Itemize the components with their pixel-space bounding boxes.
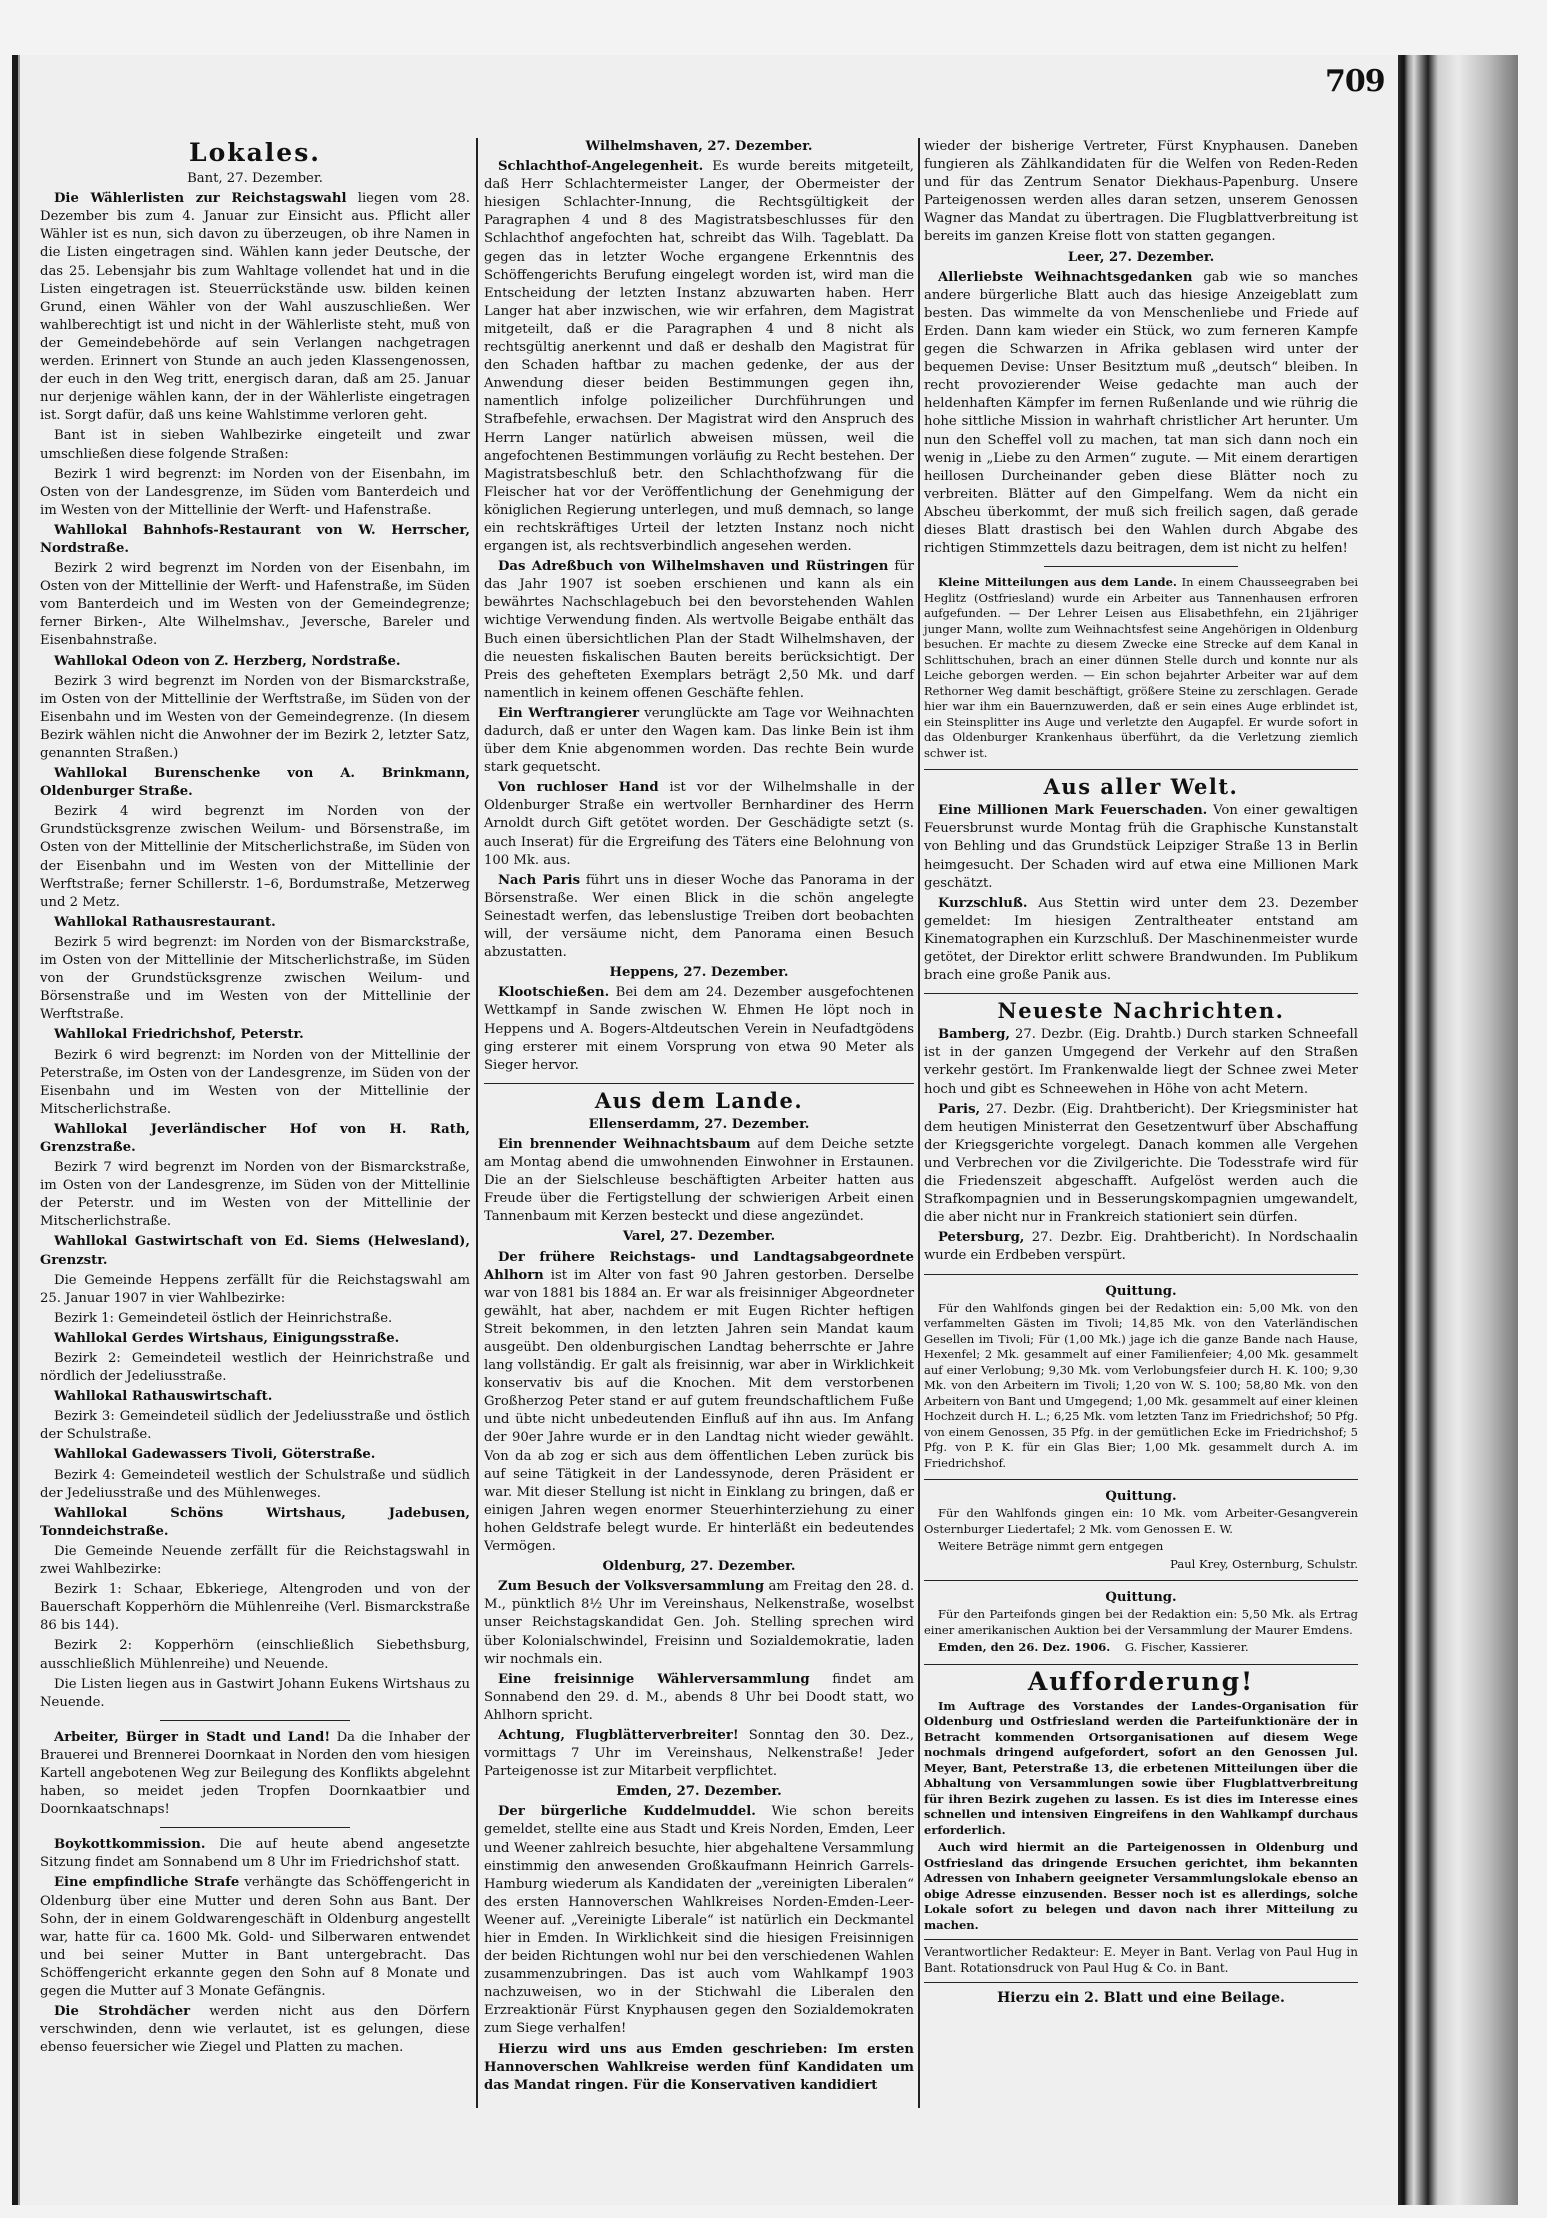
article-stroh: Die Strohdächer werden nicht aus den Dörfern verschwinden, denn wie verlautet, ist es gelungen, diese ebenso feuersicher wie Ziegel und Platten zu machen.: [40, 2004, 470, 2056]
dateline: Emden, 27. Dezember.: [616, 1784, 782, 1800]
article-continuation: wieder der bisherige Vertreter, Fürst Knyphausen. Daneben fungieren als Zählkandidaten für die Welfen von Reden-Reden und für das Zentrum Senator Diekhaus-Papenburg. Unsere Parteigenossen werden alles daran setzen, unserem Genossen Wagner das Mandat zu übertragen. Die Flugblattverbreitung ist bereits im ganzen Kreise flott von statten gegangen.: [924, 139, 1358, 245]
divider: [924, 769, 1358, 770]
lokales-paragraph: Bezirk 4: Gemeindeteil westlich der Schulstraße und südlich der Jedeliusstraße und des Mühlenweges.: [40, 1467, 470, 1501]
article-arbeiter: Arbeiter, Bürger in Stadt und Land! Da die Inhaber der Brauerei und Brennerei Doornkaat in Norden den vom hiesigen Kartell angebotenen Weg zur Beilegung des Konflikts abgelehnt haben, so meidet jeden Tropfen Doornkaatbier und Doornkaatschnaps!: [40, 1729, 470, 1818]
lokales-paragraph: Wahllokal Jeverländischer Hof von H. Rath, Grenzstraße.: [40, 1121, 470, 1155]
lokales-paragraph: Wahllokal Rathauswirtschaft.: [54, 1389, 273, 1405]
dateline: Leer, 27. Dezember.: [1067, 249, 1215, 265]
article-kleine-mitteilungen: Kleine Mitteilungen aus dem Lande. In einem Chausseegraben bei Heglitz (Ostfriesland) wurde ein Arbeiter aus Tannenhausen erfroren aufgefunden. — Der Lehrer Leisen aus Elisabethfehn, ein 21jähriger junger Mann, wollte zum Weihnachtsfest seine Angehörigen in Oldenburg besuchen. Er machte zu diesem Zwecke eine Strecke auf dem Kanal in Schlittschuhen, brach an einer dünnen Stelle durch und konnte nur als Leiche geborgen werden. — Ein schon bejahrter Arbeiter war auf dem Rethorner Weg damit beschäftigt, größere Steine zu zerschlagen. Gerade hier war ihm ein Bauernzuwerden, daß er sein eines Auge erblindet ist, ein Steinsplitter ins Auge und verletzte den Augapfel. Er wurde sofort in das Oldenburger Krankenhaus überführt, da die Verletzung ziemlich schwer ist.: [924, 575, 1359, 760]
quittung-1: Für den Wahlfonds gingen bei der Redaktion ein: 5,00 Mk. von den verfammelten Gästen im Tivoli; 14,85 Mk. von den Vaterländischen Gesellen im Tivoli; Für (1,00 Mk.) jage ich die ganze Bande nach Hause, Hexenfel; 2 Mk. gesammelt auf einer Familienfeier; 4,00 Mk. gesammelt auf einer Verlobung; 9,30 Mk. vom Verlobungsfeier durch H. K. 100; 9,30 Mk. von den Arbeitern im Tivoli; 1,20 von W. S. 100; 58,80 Mk. von den Arbeitern von Bant und Umgegend; 1,00 Mk. gesammelt auf einer kleinen Hochzeit durch H. L.; 6,25 Mk. vom letzten Tanz im Friedrichshof; 50 Pfg. von einem Genossen, 35 Pfg. in der gemütlichen Ecke im Friedrichshof; 5 Pfg. von P. K. für ein Glas Bier; 1,00 Mk. gesammelt durch A. im Friedrichshof.: [924, 1300, 1358, 1470]
lokales-paragraph: Die Gemeinde Neuende zerfällt für die Reichstagswahl in zwei Wahlbezirke:: [40, 1543, 470, 1578]
lokales-paragraph: Wahllokal Rathausrestaurant.: [54, 914, 276, 930]
article-weihnachtsgedanken: Allerliebste Weihnachtsgedanken gab wie so manches andere bürgerliche Blatt auch das hiesige Anzeigeblatt zum besten. Das wimmelte da von Menschenliebe und Friede auf Erden. Dann kam wieder ein Stück, wo zum ferneren Kampfe gegen die Schwarzen in Afrika geblasen wird unter der bequemen Devise: Unser Besitztum muß „deutsch“ bleiben. In recht provozierender Weise gedachte man auch der heldenhaften Kämpfer im fernen Rußenlande und wie rührig die hohe sittliche Mission in wahrhaft christlicher Art herunter. Um nun den Scheffel voll zu machen, tat man sich dann noch ein wenig in „Liebe zu den Armen“ zugute. — Mit einem derartigen heillosen Durcheinander geben diese Blätter noch zu verbreiten. Blätter auf den Gimpelfang. Wem da nicht ein Abscheu überkommt, der muß sich freilich sagen, daß gerade dieses Blatt drastisch bei den Wahlen durch Abgabe des richtigen Stimmzettels dazu beitragen, dem ist nicht zu helfen!: [924, 269, 1359, 557]
divider: [1044, 566, 1238, 567]
quittung-title: Quittung.: [1105, 1283, 1177, 1299]
section-heading-lokales: Lokales.: [189, 138, 321, 167]
divider: [484, 1083, 914, 1084]
lokales-article: [40, 190, 470, 1712]
article-boykott: Boykottkommission. Die auf heute abend angesetzte Sitzung findet am Sonnabend um 8 Uhr im Friedrichshof statt.: [40, 1837, 470, 1871]
article-petersburg: Petersburg, 27. Dezbr. Eig. Drahtbericht). In Nordschaalin wurde ein Erdbeben verspürt.: [924, 1230, 1358, 1264]
lokales-paragraph: Wahllokal Gerdes Wirtshaus, Einigungsstraße.: [54, 1330, 400, 1346]
divider: [160, 1827, 350, 1828]
lokales-paragraph: Bezirk 4 wird begrenzt im Norden von der Grundstücksgrenze zwischen Weilum- und Börsenstraße, im Osten von der Mittellinie der Mitscherlichstraße, im Süden von der Eisenbahn und im Westen von der Mittellinie der Werftstraße; ferner Schillerstr. 1–6, Bordumstraße, Metzerweg und 2 Metz.: [40, 804, 470, 910]
lokales-paragraph: Wahllokal Odeon von Z. Herzberg, Nordstraße.: [54, 653, 401, 669]
lokales-paragraph: Bezirk 2 wird begrenzt im Norden von der Eisenbahn, im Osten von der Mittellinie der Werft- und Hafenstraße, im Süden vom Banterdeich und im Westen von der Gemeindegrenze; ferner Birken-, Alte Wilhelmshav., Jeversche, Bareler und Eisenbahnstraße.: [40, 561, 470, 649]
section-heading-aus-aller-welt: Aus aller Welt.: [1043, 774, 1239, 800]
divider: [924, 1274, 1358, 1275]
lokales-paragraph: Bezirk 1: Schaar, Ebkeriege, Altengroden und von der Bauerschaft Kopperhörn die Mühlenreihe (Verl. Bismarckstraße 86 bis 144).: [40, 1582, 470, 1634]
article-paris-panorama: Nach Paris führt uns in dieser Woche das Panorama in der Börsenstraße. Wer einen Blick in die schön angelegte Seinestadt werfen, das lebenslustige Treiben dort beobachten will, der versäume nicht, dem Panorama einen Besuch abzustatten.: [484, 872, 914, 961]
article-adressbuch: Das Adreßbuch von Wilhelmshaven und Rüstringen für das Jahr 1907 ist soeben erschienen und kann als ein bewährtes Nachschlagebuch bei den bevorstehenden Wahlen wichtige Verwendung finden. Als wertvolle Beigabe enthält das Buch einen übersichtlichen Plan der Stadt Wilhelmshaven, der die neuesten fiskalischen Bauten bereits berücksichtigt. Der Preis des gehefteten Exemplars beträgt 2,50 Mk. und darf namentlich in keinem offenen Geschäfte fehlen.: [484, 559, 914, 701]
dateline: Oldenburg, 27. Dezember.: [602, 1559, 796, 1575]
article-klootschiessen: Klootschießen. Bei dem am 24. Dezember ausgefochtenen Wettkampf in Sande zwischen W. Ehmen He löpt noch in Heppens und A. Bogers-Altdeutschen Verein in Neufadtgödens ging ersterer mit einem Vorsprung von etwa 90 Meter als Sieger hervor.: [484, 985, 914, 1073]
lokales-paragraph: Bezirk 2: Kopperhörn (einschließlich Siebethsburg, ausschließlich Mühlenreihe) und Neuende.: [40, 1638, 470, 1672]
aufforderung-text: Im Auftrage des Vorstandes der Landes-Organisation für Oldenburg und Ostfriesland werden die Parteifunktionäre der in Betracht kommenden Ortsorganisationen auf diesem Wege nochmals dringend aufgefordert, sofort an den Genossen Jul. Meyer, Bant, Peterstraße 13, die erbetenen Mitteilungen über die Abhaltung von Versammlungen sowie über Flugblattverbreitung für ihren Bezirk zugehen zu lassen. Es ist dies im Interesse eines schnellen und intensiven Eingreifens in den Wahlkampf durchaus erforderlich.: [924, 1698, 1358, 1837]
lokales-paragraph: Bezirk 1: Gemeindeteil östlich der Heinrichstraße.: [54, 1310, 393, 1326]
column-rule-2: [918, 138, 920, 2108]
article-waehlerversammlung: Eine freisinnige Wählerversammlung findet am Sonnabend den 29. d. M., abends 8 Uhr bei Doodt statt, wo Ahlhorn spricht.: [484, 1671, 914, 1723]
lokales-paragraph: Die Wählerlisten zur Reichstagswahl liegen vom 28. Dezember bis zum 4. Januar zur Einsicht aus. Pflicht aller Wähler ist es nun, sich davon zu überzeugen, ob ihre Namen in die Listen eingetragen sind. Wählen kann jeder Deutsche, der das 25. Lebensjahr bis zum Wahltage vollendet hat und in die Listen eingetragen ist. Steuerrückstände usw. bilden keinen Grund, einen Wähler von der Wahl auszuschließen. Wer wahlberechtigt ist und nicht in der Wählerliste steht, muß von der Gemeindebehörde auf sein Verlangen nachgetragen werden. Erinnert von Stunde an auch jeden Klassengenossen, der euch in den Weg tritt, energisch daran, daß am 25. Januar nur derjenige wählen kann, der in der Wählerliste eingetragen ist. Sorgt dafür, daß uns keine Wahlstimme verloren geht.: [40, 191, 470, 424]
dateline: Ellenserdamm, 27. Dezember.: [588, 1116, 810, 1132]
column-rule-1: [476, 138, 478, 2108]
article-volksversammlung: Zum Besuch der Volksversammlung am Freitag den 28. d. M., pünktlich 8½ Uhr im Vereinshaus, Nelkenstraße, woselbst unser Reichstagskandidat Gen. Joh. Stelling sprechen wird über Kolonialschwindel, Freisinn und Sozialdemokratie, laden wir nochmals ein.: [484, 1579, 915, 1667]
quittung-3-date-sign: Emden, den 26. Dez. 1906. G. Fischer, Kassierer.: [938, 1640, 1249, 1655]
lokales-paragraph: Wahllokal Burenschenke von A. Brinkmann, Oldenburger Straße.: [40, 766, 470, 800]
lokales-paragraph: Bezirk 3: Gemeindeteil südlich der Jedeliusstraße und östlich der Schulstraße.: [40, 1409, 470, 1443]
article-paris: Paris, 27. Dezbr. (Eig. Drahtbericht). Der Kriegsminister hat dem heutigen Ministerrat den Gesetzentwurf über Abschaffung der Kriegsgerichte vorgelegt. Danach kommen alle Vergehen und Verbrechen vor die Zivilgerichte. Die Todesstrafe wird für die Friedenszeit abgeschafft. Aufgelöst werden auch die Strafkompagnien und in Besserungskompagnien umgewandelt, die aber nicht nur in Frankreich stationiert sein dürfen.: [924, 1101, 1358, 1226]
footer-note: Hierzu ein 2. Blatt und eine Beilage.: [997, 1990, 1285, 2007]
quittung-title: Quittung.: [1105, 1590, 1177, 1606]
article-strafe: Eine empfindliche Strafe verhängte das Schöffengericht in Oldenburg über eine Mutter und deren Sohn aus Bant. Der Sohn, der in einem Goldwarengeschäft in Oldenburg angestellt war, hatte für ca. 1600 Mk. Gold- und Silberwaren entwendet und bei seiner Mutter in Bant untergebracht. Das Schöffengericht erkannte gegen den Sohn auf 8 Monate und gegen die Mutter auf 3 Monate Gefängnis.: [40, 1875, 470, 1999]
imprint: Verantwortlicher Redakteur: E. Meyer in Bant. Verlag von Paul Hug in Bant. Rotationsdruck von Paul Hug & Co. in Bant.: [924, 1939, 1358, 1983]
lokales-paragraph: Bezirk 1 wird begrenzt: im Norden von der Eisenbahn, im Osten von der Landesgrenze, im Süden vom Banterdeich und im Westen von der Mittellinie der Werft- und Hafenstraße.: [40, 466, 470, 518]
section-heading-aus-dem-lande: Aus dem Lande.: [594, 1087, 804, 1113]
lokales-paragraph: Die Gemeinde Heppens zerfällt für die Reichstagswahl am 25. Januar 1907 in vier Wahlbezirke:: [40, 1272, 470, 1306]
lokales-paragraph: Wahllokal Schöns Wirtshaus, Jadebusen, Tonndeichstraße.: [40, 1505, 470, 1539]
aufforderung-text-2: Auch wird hiermit an die Parteigenossen in Oldenburg und Ostfriesland das dringende Ersuchen gerichtet, ihm bekannten Adressen von Inhabern geeigneter Versammlungslokale ebenso an obige Adresse einzusenden. Besser noch ist es allerdings, solche Lokale sofort zu belegen und davon nach ihrer Mitteilung zu machen.: [924, 1840, 1358, 1932]
divider: [924, 1580, 1358, 1581]
article-bamberg: Bamberg, 27. Dezbr. (Eig. Drahtb.) Durch starken Schneefall ist in der ganzen Umgegend der Verkehr auf den Straßen verkehr gestört. Im Frankenwalde liegt der Schnee zwei Meter hoch und gibt es Schneewehen in Höhe von acht Metern.: [924, 1027, 1358, 1097]
article-werftrangierer: Ein Werftrangierer verunglückte am Tage vor Weihnachten dadurch, daß er unter den Wagen kam. Das linke Bein ist ihm über dem Knie abgenommen worden. Das rechte Bein wurde stark gequetscht.: [484, 705, 914, 776]
article-ruchlos: Von ruchloser Hand ist vor der Wilhelmshalle in der Oldenburger Straße ein wertvoller Bernhardiner des Herrn Arnoldt durch Gift getötet worden. Der Geschädigte setzt (s. auch Inserat) für die Ergreifung des Täters eine Belohnung von 100 Mk. aus.: [484, 780, 915, 868]
article-schlachthof: Schlachthof-Angelegenheit. Es wurde bereits mitgeteilt, daß Herr Schlachtermeister Langer, der Obermeister der hiesigen Schlachter-Innung, die Rechtsgültigkeit der Paragraphen 4 und 8 des Magistratsbeschlusses für den Schlachthof angefochten hat, schreibt das Wilh. Tageblatt. Da gegen das in letzter Woche ergangene Erkenntnis des Schöffengerichts Berufung eingelegt worden ist, wird man die Entscheidung der letzten Instanz abzuwarten haben. Herr Langer hat aber inzwischen, wie wir erfahren, dem Magistrat mitgeteilt, daß er die Paragraphen 4 und 8 nicht als rechtsgültig anerkennt und daß er deshalb den Magistrat für den Schaden haftbar zu machen gedenke, der aus der Anwendung dieser beiden Bestimmungen gegen ihn, namentlich infolge polizeilicher Durchführungen und Strafbefehle, erwachsen. Der Magistrat wird den Anspruch des Herrn Langer natürlich abweisen müssen, weil die angefochtenen Bestimmungen vorläufig zu Recht bestehen. Der Magistratsbeschluß betr. den Schlachthofzwang für die Fleischer hat vor der Veröffentlichung der Genehmigung der königlichen Regierung unterlegen, und muß demnach, so lange ein rechtskräftiges Urteil der letzten Instanz noch nicht ergangen ist, als rechtsverbindlich angesehen werden.: [484, 159, 914, 555]
article-feuerschaden: Eine Millionen Mark Feuerschaden. Von einer gewaltigen Feuersbrunst wurde Montag früh die Graphische Kunstanstalt von Behling und das Grundstück Leipziger Straße 13 in Berlin heimgesucht. Der Schaden wird auf etwa eine Millionen Mark geschätzt.: [924, 803, 1358, 891]
lokales-paragraph: Bezirk 5 wird begrenzt: im Norden von der Bismarckstraße, im Osten von der Mittellinie der Mitscherlichstraße, im Süden von der Grundstücksgrenze zwischen Weilum- und Börsenstraße und im Westen von der Mittellinie der Werftstraße.: [40, 934, 470, 1023]
lokales-paragraph: Die Listen liegen aus in Gastwirt Johann Eukens Wirtshaus zu Neuende.: [40, 1676, 470, 1710]
quittung-title: Quittung.: [1105, 1489, 1177, 1505]
binding-edge: [1398, 55, 1518, 2205]
divider: [924, 1664, 1358, 1665]
column-1: [40, 140, 470, 2059]
quittung-2-sign: Paul Krey, Osternburg, Schulstr.: [1170, 1556, 1358, 1571]
lokales-paragraph: Bezirk 3 wird begrenzt im Norden von der Bismarckstraße, im Osten von der Mittellinie der Werftstraße, im Süden von der Eisenbahn und im Westen von der Gemeindegrenze. (In diesem Bezirk wählen nicht die Anwohner der im Bezirk 2, letzter Satz, genannten Straßen.): [40, 673, 470, 761]
dateline: Heppens, 27. Dezember.: [609, 965, 789, 981]
dateline: Wilhelmshaven, 27. Dezember.: [585, 139, 813, 154]
page-number: 709: [1325, 64, 1385, 99]
divider: [924, 993, 1358, 994]
divider: [160, 1720, 350, 1721]
divider: [924, 1479, 1358, 1480]
lokales-paragraph: Bezirk 7 wird begrenzt im Norden von der Bismarckstraße, im Osten von der Landesgrenze, im Süden von der Mittellinie der Peterstr. und im Westen von der Mittellinie der Mitscherlichstraße.: [40, 1160, 470, 1230]
article-flugblaetter: Achtung, Flugblätterverbreiter! Sonntag den 30. Dez., vormittags 7 Uhr im Vereinshaus, Nelkenstraße! Jeder Parteigenosse ist zur Mitarbeit verpflichtet.: [484, 1727, 915, 1780]
lokales-paragraph: Bezirk 2: Gemeindeteil westlich der Heinrichstraße und nördlich der Jedeliusstraße.: [40, 1351, 470, 1385]
quittung-2-more: Weitere Beträge nimmt gern entgegen: [938, 1539, 1164, 1554]
article-weihnachtsbaum: Ein brennender Weihnachtsbaum auf dem Deiche setzte am Montag abend die umwohnenden Einwohner in Erstaunen. Die an der Sielschleuse beschäftigten Arbeiter hatten aus Freude über die Fertigstellung der schwierigen Arbeit einen Tannenbaum mit Kerzen besteckt und diese angezündet.: [484, 1136, 914, 1225]
column-3: [924, 138, 1358, 2007]
article-kuddelmuddel: Der bürgerliche Kuddelmuddel. Wie schon bereits gemeldet, stellte eine aus Stadt und Kreis Norden, Emden, Leer und Weener zahlreich besuchte, hier abgehaltene Versammlung einstimmig den anwesenden Großkaufmann Heinrich Garrels-Hamburg wiederum als Kandidaten der „vereinigten Liberalen“ des ersten Hannoverschen Wahlkreises Norden-Emden-Leer-Weener auf. „Vereinigte Liberale“ ist natürlich ein Deckmantel hier in Emden. In Wirklichkeit sind die hiesigen Freisinnigen der beiden Richtungen wohl nur bei den verschiedenen Wahlen zusammenzubringen. Das ist auch vom Wahlkampf 1903 nachzuweisen, wo in der Stichwahl die Liberalen den Erzreaktionär Fürst Knyphausen gegen den Sozialdemokraten zum Siege verhalfen!: [484, 1804, 914, 2037]
column-2: [484, 138, 914, 2097]
lokales-paragraph: Wahllokal Gadewassers Tivoli, Göterstraße.: [54, 1447, 376, 1463]
article-kurzschluss: Kurzschluß. Aus Stettin wird unter dem 23. Dezember gemeldet: Im hiesigen Zentraltheater entstand am Kinematographen ein Kurzschluß. Der Maschinenmeister wurde getötet, der Direktor erlitt schwere Brandwunden. Im Publikum brach eine große Panik aus.: [924, 895, 1358, 984]
section-heading-neueste-nachrichten: Neueste Nachrichten.: [997, 998, 1285, 1024]
lokales-paragraph: Wahllokal Gastwirtschaft von Ed. Siems (Helwesland), Grenzstr.: [40, 1234, 470, 1268]
dateline: Varel, 27. Dezember.: [622, 1229, 776, 1245]
article-hierzu: Hierzu wird uns aus Emden geschrieben: Im ersten Hannoverschen Wahlkreise werden fünf Kandidaten um das Mandat ringen. Für die Konservativen kandidiert: [484, 2041, 914, 2093]
lokales-paragraph: Bant ist in sieben Wahlbezirke eingeteilt und zwar umschließen diese folgende Straßen:: [40, 428, 470, 462]
quittung-2: Für den Wahlfonds gingen ein: 10 Mk. vom Arbeiter-Gesangverein Osternburger Liedertafel; 2 Mk. vom Genossen E. W.: [924, 1506, 1358, 1536]
article-ahlhorn: Der frühere Reichstags- und Landtagsabgeordnete Ahlhorn ist im Alter von fast 90 Jahren gestorben. Derselbe war von 1881 bis 1884 an. Er war als freisinniger Abgeordneter gewählt, hat aber, nachdem er mit Eugen Richter heftigen Streit bekommen, in den letzten Jahren sein Mandat kaum ausgeübt. Den oldenburgischen Landtag beherrschte er Jahre lang vollständig. Er galt als freisinnig, war aber in Wirklichkeit konservativ bis auf die Knochen. Mit dem verstorbenen Großherzog Peter stand er auf gutem freundschaftlichem Fuße und übte nicht unbedeutenden Einfluß auf ihn aus. Im Anfang der 90er Jahre wurde er in den Landtag nicht wieder gewählt. Von da ab zog er sich aus dem öffentlichen Leben zurück bis auf seine Tätigkeit in der Landessynode, deren Präsident er war. Mit dieser Stellung ist nicht in Einklang zu bringen, daß er einigen Jahren wegen enormer Steuerhinterziehung zu einer hohen Geldstrafe belegt wurde. Er hinterläßt ein bedeutendes Vermögen.: [484, 1249, 914, 1555]
dateline: Bant, 27. Dezember.: [187, 171, 323, 187]
lokales-paragraph: Bezirk 6 wird begrenzt: im Norden von der Mittellinie der Peterstraße, im Osten von der Landesgrenze, im Süden von der Eisenbahn und im Westen von der Mittellinie der Mitscherlichstraße.: [40, 1047, 470, 1117]
quittung-3: Für den Parteifonds gingen bei der Redaktion ein: 5,50 Mk. als Ertrag einer amerikanischen Auktion bei der Versammlung der Maurer Emdens.: [924, 1607, 1358, 1637]
lokales-paragraph: Wahllokal Friedrichshof, Peterstr.: [54, 1027, 304, 1043]
lokales-paragraph: Wahllokal Bahnhofs-Restaurant von W. Herrscher, Nordstraße.: [40, 522, 470, 556]
section-heading-aufforderung: Aufforderung!: [1027, 1666, 1255, 1696]
